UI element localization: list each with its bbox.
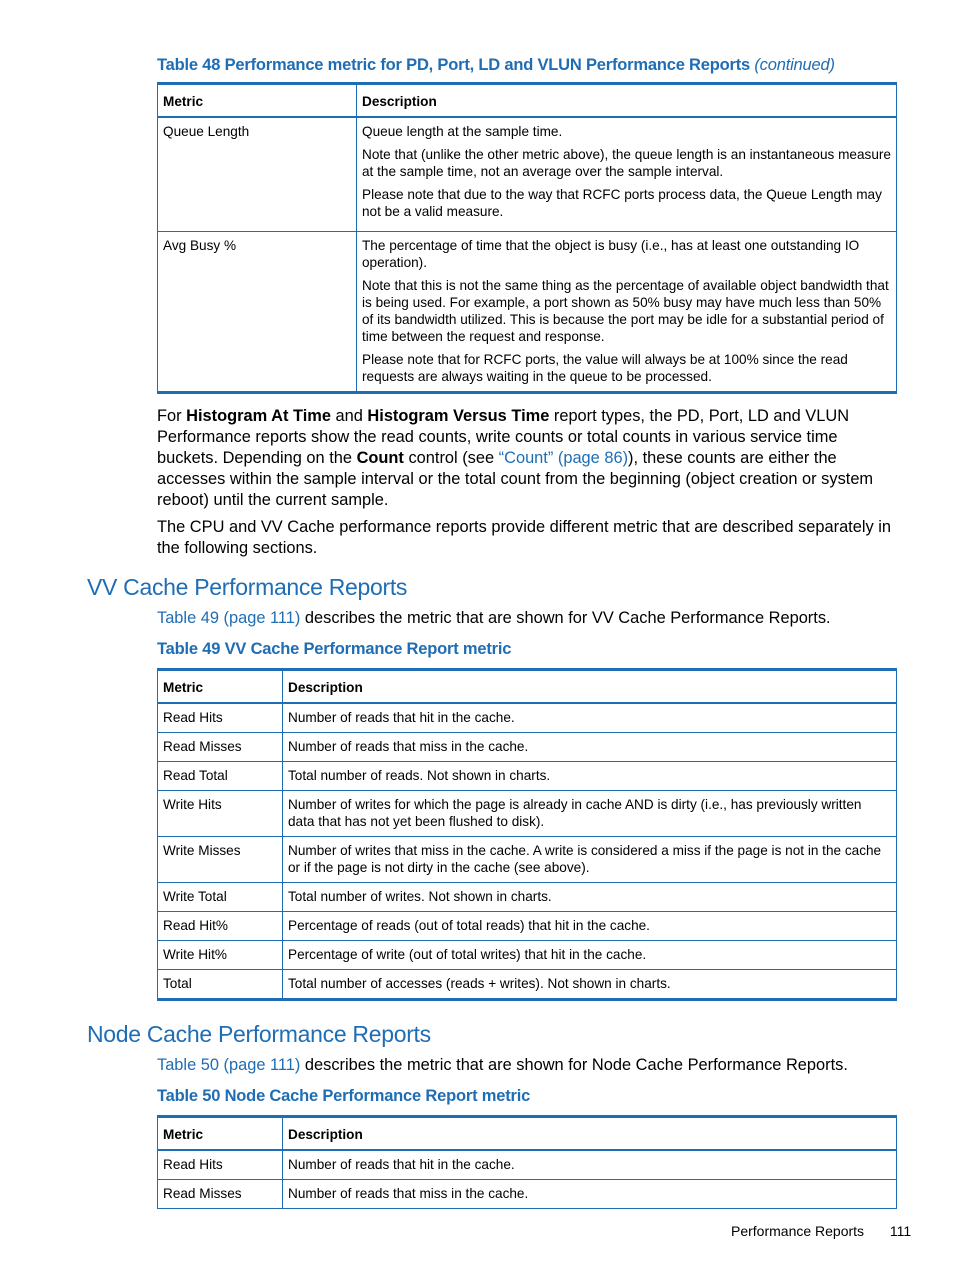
vv-cache-intro: Table 49 (page 111) describes the metric that are shown for VV Cache Performance Reports. bbox=[157, 609, 831, 627]
table-row bbox=[158, 837, 897, 883]
metric-cell: Write Hits bbox=[158, 791, 283, 837]
table-row bbox=[158, 733, 897, 762]
table-row bbox=[158, 703, 897, 733]
table-49-link[interactable]: Table 49 (page 111) bbox=[157, 609, 301, 627]
histogram-paragraph: For Histogram At Time and Histogram Versus Time report types, the PD, Port, LD and VLUN Performance reports show the read counts, write counts or total counts in various service time buckets. Depending on the Count control (see “Count” (page 86)), these counts are either the accesses within the sample interval or the total count from the beginning (object creation or system reboot) until the current sample. bbox=[157, 407, 874, 509]
metric-cell: Read Misses bbox=[158, 1180, 283, 1209]
page-number: 111 bbox=[889, 1223, 912, 1239]
description-cell: Total number of writes. Not shown in charts. bbox=[283, 883, 897, 912]
table-row bbox=[158, 791, 897, 837]
metric-cell: Read Misses bbox=[158, 733, 283, 762]
description-cell: Number of reads that hit in the cache. bbox=[283, 1150, 897, 1180]
table-50-caption: Table 50 Node Cache Performance Report metric bbox=[157, 1087, 531, 1105]
node-cache-intro: Table 50 (page 111) describes the metric that are shown for Node Cache Performance Reports. bbox=[157, 1056, 848, 1074]
table-row bbox=[158, 970, 897, 1000]
description-cell: The percentage of time that the object is busy (i.e., has at least one outstanding IO operation). Note that this is not the same thing as the percentage of available object bandwidth that is being used. For example, a port shown as 50% busy may have much less than 50% of its bandwidth utilized. This is because the port may be idle for a substantial period of time between the request and response. Please note that for RCFC ports, the value will always be at 100% since the read requests are always waiting in the queue to be processed. bbox=[357, 231, 897, 392]
table-48-caption: Table 48 Performance metric for PD, Port, LD and VLUN Performance Reports (continued) bbox=[157, 56, 835, 74]
description-cell: Total number of reads. Not shown in charts. bbox=[283, 762, 897, 791]
metric-cell: Read Total bbox=[158, 762, 283, 791]
table-row bbox=[158, 117, 897, 231]
table-row bbox=[158, 762, 897, 791]
metric-cell: Read Hit% bbox=[158, 912, 283, 941]
table-48 bbox=[157, 82, 897, 394]
table-50 bbox=[157, 1115, 897, 1209]
column-header-description: Description bbox=[357, 84, 897, 118]
cpu-vv-paragraph: The CPU and VV Cache performance reports provide different metric that are described separately in the following sections. bbox=[157, 518, 892, 557]
table-50-link[interactable]: Table 50 (page 111) bbox=[157, 1056, 301, 1074]
metric-cell: Read Hits bbox=[158, 703, 283, 733]
node-cache-section-title: Node Cache Performance Reports bbox=[87, 1021, 431, 1047]
description-cell: Number of writes for which the page is already in cache AND is dirty (i.e., has previously written data that has not yet been flushed to disk). bbox=[283, 791, 897, 837]
count-page-link[interactable]: “Count” (page 86) bbox=[498, 449, 629, 467]
column-header-description: Description bbox=[283, 670, 897, 704]
column-header-description: Description bbox=[283, 1117, 897, 1151]
description-cell: Percentage of write (out of total writes) that hit in the cache. bbox=[283, 941, 897, 970]
metric-cell: Total bbox=[158, 970, 283, 1000]
table-row bbox=[158, 883, 897, 912]
description-cell: Percentage of reads (out of total reads) that hit in the cache. bbox=[283, 912, 897, 941]
metric-cell: Write Misses bbox=[158, 837, 283, 883]
page-footer bbox=[731, 1223, 911, 1239]
column-header-metric: Metric bbox=[158, 670, 283, 704]
column-header-metric: Metric bbox=[158, 84, 357, 118]
vv-cache-section-title: VV Cache Performance Reports bbox=[87, 574, 408, 600]
table-49-caption: Table 49 VV Cache Performance Report metric bbox=[157, 640, 512, 658]
metric-cell: Queue Length bbox=[158, 117, 357, 231]
table-header-row bbox=[158, 84, 897, 118]
table-row bbox=[158, 1180, 897, 1209]
metric-cell: Write Hit% bbox=[158, 941, 283, 970]
description-cell: Number of reads that miss in the cache. bbox=[283, 733, 897, 762]
table-header-row bbox=[158, 670, 897, 704]
description-cell: Number of writes that miss in the cache. A write is considered a miss if the page is not in the cache or if the page is not dirty in the cache (see above). bbox=[283, 837, 897, 883]
description-cell: Queue length at the sample time. Note that (unlike the other metric above), the queue length is an instantaneous measure at the sample time, not an average over the sample interval. Please note that due to the way that RCFC ports process data, the Queue Length may not be a valid measure. bbox=[357, 117, 897, 231]
description-cell: Number of reads that hit in the cache. bbox=[283, 703, 897, 733]
metric-cell: Avg Busy % bbox=[158, 231, 357, 392]
description-cell: Total number of accesses (reads + writes). Not shown in charts. bbox=[283, 970, 897, 1000]
table-header-row bbox=[158, 1117, 897, 1151]
table-49 bbox=[157, 668, 897, 1001]
description-cell: Number of reads that miss in the cache. bbox=[283, 1180, 897, 1209]
table-row bbox=[158, 231, 897, 392]
table-row bbox=[158, 941, 897, 970]
metric-cell: Write Total bbox=[158, 883, 283, 912]
footer-section-name: Performance Reports bbox=[731, 1223, 865, 1239]
table-row bbox=[158, 912, 897, 941]
table-row bbox=[158, 1150, 897, 1180]
column-header-metric: Metric bbox=[158, 1117, 283, 1151]
metric-cell: Read Hits bbox=[158, 1150, 283, 1180]
